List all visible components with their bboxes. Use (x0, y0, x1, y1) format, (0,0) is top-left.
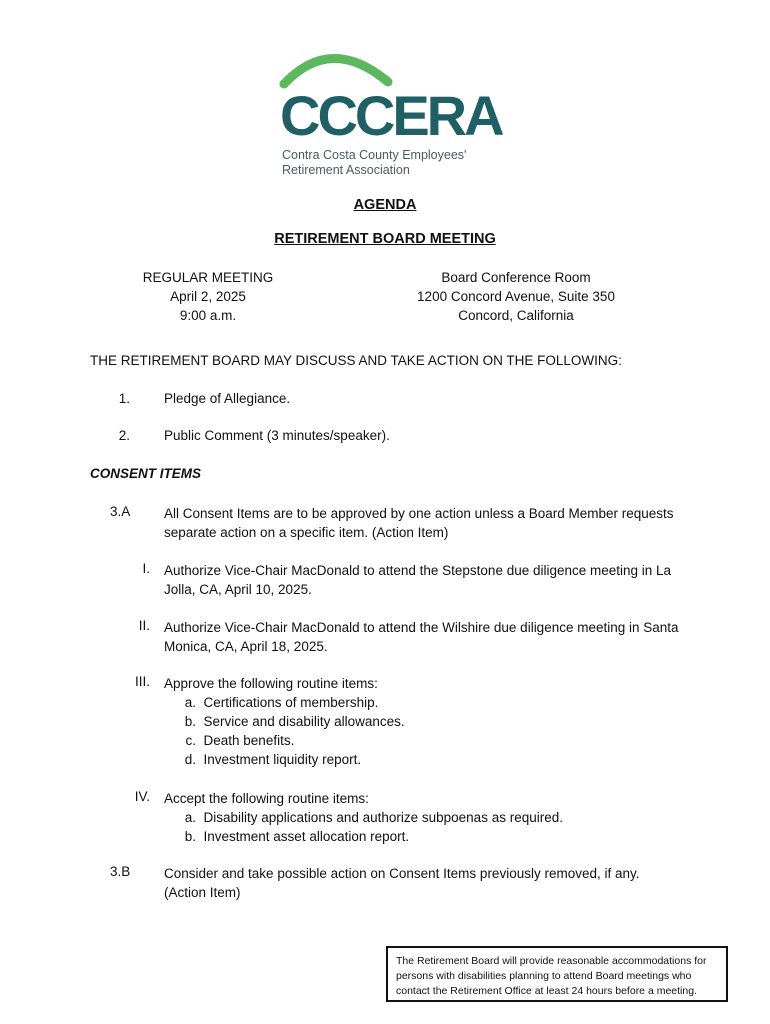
cccera-logo (276, 44, 502, 179)
logo-subtitle: Contra Costa County Employees' Retirement Association (282, 148, 467, 177)
consent-item-3a: All Consent Items are to be approved by one action unless a Board Member requests separate action on a specific item. (Action Item) (164, 506, 674, 540)
letter-list (176, 808, 636, 846)
roman-number: III. (134, 674, 150, 689)
agenda-title: AGENDA (353, 197, 417, 213)
consent-subitem: Authorize Vice-Chair MacDonald to attend the Wilshire due diligence meeting in Santa Monica, CA, April 18, 2025. (164, 620, 679, 654)
list-item: b. Investment asset allocation report. (184, 829, 410, 844)
item-number: 1. (118, 391, 130, 406)
item-number: 3.B (110, 864, 131, 879)
roman-number: IV. (134, 789, 150, 804)
letter-list (176, 693, 576, 769)
list-item: b. Service and disability allowances. (184, 714, 405, 729)
item-number: 2. (118, 428, 130, 443)
logo-wordmark: CCCERA (280, 84, 502, 147)
list-item: c. Death benefits. (185, 733, 295, 748)
meeting-title: RETIREMENT BOARD MEETING (274, 231, 496, 247)
consent-subitem: Accept the following routine items: (164, 791, 369, 806)
consent-subitem: Approve the following routine items: (164, 676, 378, 691)
intro-statement: THE RETIREMENT BOARD MAY DISCUSS AND TAKE ACTION ON THE FOLLOWING: (90, 353, 622, 368)
consent-subitem: Authorize Vice-Chair MacDonald to attend the Stepstone due diligence meeting in La Jolla, CA, April 10, 2025. (164, 563, 672, 597)
list-item: d. Investment liquidity report. (184, 752, 362, 767)
item-text: Public Comment (3 minutes/speaker). (164, 428, 390, 443)
list-item: a. Certifications of membership. (184, 695, 379, 710)
roman-number: II. (138, 618, 150, 633)
item-text: Pledge of Allegiance. (164, 391, 291, 406)
list-item: a. Disability applications and authorize subpoenas as required. (184, 810, 563, 825)
consent-heading: CONSENT ITEMS (90, 466, 202, 481)
item-number: 3.A (110, 504, 131, 519)
roman-number: I. (142, 561, 150, 576)
consent-item-3b: Consider and take possible action on Consent Items previously removed, if any. (Action Item) (164, 866, 640, 900)
accessibility-notice: The Retirement Board will provide reasonable accommodations for persons with disabilities planning to attend Board meetings who contact the Retirement Office at least 24 hours before a meeting. (386, 946, 728, 1002)
meeting-schedule: REGULAR MEETING April 2, 2025 9:00 a.m. (142, 270, 274, 323)
meeting-location: Board Conference Room 1200 Concord Avenue, Suite 350 Concord, California (417, 270, 615, 323)
